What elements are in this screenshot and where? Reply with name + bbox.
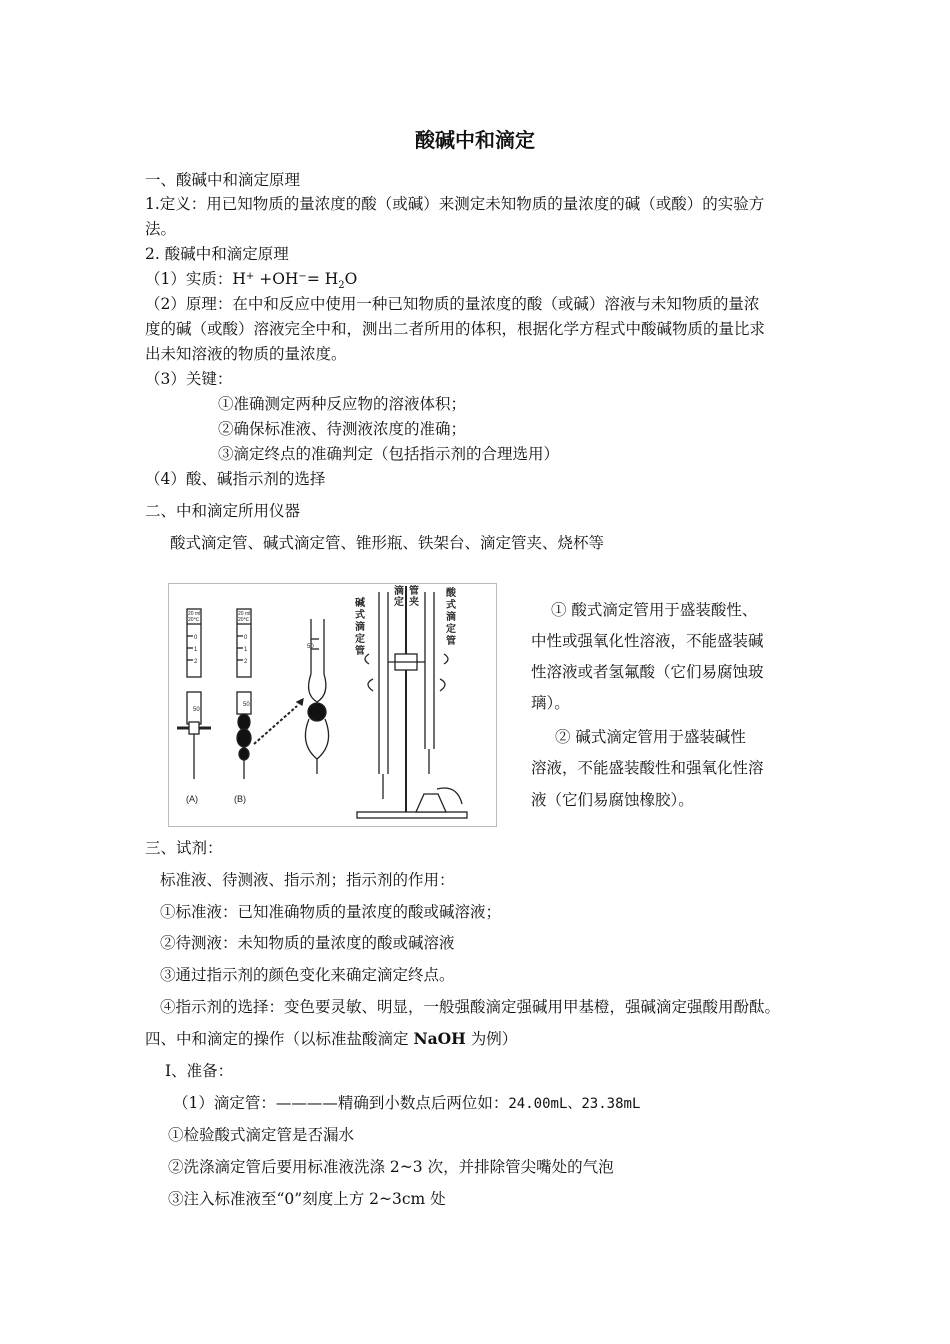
burette-a-tick-0: 0	[194, 635, 198, 641]
base-burette-drawing	[234, 609, 297, 804]
reagents-line-3: ②待测液：未知物质的量浓度的酸或碱溶液	[160, 934, 455, 952]
hydroxide-charge: −	[298, 271, 307, 282]
burette-precision-values: 24.00mL、23.38mL	[508, 1096, 641, 1112]
principle-line-1: （2）原理：在中和反应中使用一种已知物质的量浓度的酸（或碱）溶液与未知物质的量浓	[145, 295, 760, 313]
key-item-3: ③滴定终点的准确判定（包括指示剂的合理选用）	[218, 445, 560, 463]
essence-equation	[145, 269, 357, 292]
side-note-line-6: 溶液，不能盛装酸性和强氧化性溶	[531, 759, 764, 777]
label-clamp	[394, 584, 422, 608]
section-4-heading-naoh: NaOH	[413, 1029, 466, 1048]
principle-line-2: 度的碱（或酸）溶液完全中和，测出二者所用的体积，根据化学方程式中酸碱物质的量比求	[145, 320, 766, 338]
instruments-list: 酸式滴定管、碱式滴定管、锥形瓶、铁架台、滴定管夹、烧杯等	[170, 534, 605, 552]
key-heading: （3）关键：	[145, 370, 233, 388]
essence-mid: +OH	[254, 270, 299, 288]
side-note-line-7: 液（它们易腐蚀橡胶）。	[531, 791, 694, 809]
water-subscript: 2	[338, 280, 345, 291]
burette-a-tick-1: 1	[194, 647, 198, 653]
reagents-line-5: ④指示剂的选择：变色要灵敏、明显，一般强酸滴定强碱用甲基橙，强碱滴定强酸用酚酞。	[160, 998, 781, 1016]
label-base-char-3: 滴	[355, 622, 365, 633]
burette-b-temp-label: 20℃	[238, 617, 250, 623]
label-acid-char-5: 管	[446, 636, 456, 647]
reagents-line-2: ①标准液：已知准确物质的量浓度的酸或碱溶液；	[160, 903, 502, 921]
section-3-heading: 三、试剂：	[145, 839, 223, 857]
titration-stand-drawing	[355, 584, 467, 818]
definition-line-1: 1.定义：用已知物质的量浓度的酸（或碱）来测定未知物质的量浓度的碱（或酸）的实验方	[145, 195, 765, 213]
principle-subheading: 2. 酸碱中和滴定原理	[145, 245, 289, 263]
page-title: 酸碱中和滴定	[415, 128, 535, 152]
burette-precision-text: （1）滴定管：————精确到小数点后两位如：	[173, 1094, 509, 1112]
burette-b-tick-1: 1	[244, 647, 248, 653]
burette-precision-line	[173, 1093, 640, 1114]
preparation-heading: Ⅰ、准备：	[165, 1062, 234, 1080]
side-note-line-2: 中性或强氧化性溶液，不能盛装碱	[531, 632, 764, 650]
burette-a-tick-50: 50	[193, 707, 200, 713]
reagents-line-1: 标准液、待测液、指示剂；指示剂的作用：	[160, 871, 455, 889]
label-clamp-char-2: 定	[394, 597, 404, 608]
rubber-tube-detail-drawing	[297, 619, 329, 774]
burette-b-tick-2: 2	[244, 659, 248, 665]
indicator-heading: （4）酸、碱指示剂的选择	[145, 470, 326, 488]
detail-tick-50: 50	[307, 644, 314, 650]
burette-b-top-label: 20 ml	[238, 611, 251, 617]
section-4-heading-pre: 四、中和滴定的操作（以标准盐酸滴定	[145, 1030, 414, 1048]
burette-a-top-label: 20 ml	[188, 611, 201, 617]
section-4-heading	[145, 1029, 517, 1049]
label-base-char-5: 管	[355, 646, 365, 657]
apparatus-figure	[168, 583, 497, 827]
apparatus-diagram	[169, 584, 496, 826]
label-base-burette	[355, 596, 368, 657]
burette-b-tick-0: 0	[244, 635, 248, 641]
side-note-line-1: ① 酸式滴定管用于盛装酸性、	[551, 601, 758, 619]
key-item-1: ①准确测定两种反应物的溶液体积；	[218, 395, 467, 413]
section-1-heading: 一、酸碱中和滴定原理	[145, 171, 301, 189]
burette-a-tick-2: 2	[194, 659, 198, 665]
label-clamp-char-4: 夹	[409, 597, 419, 608]
essence-eq: = H	[306, 270, 339, 288]
prep-step-3: ③注入标准液至“0”刻度上方 2~3cm 处	[168, 1190, 446, 1208]
label-acid-burette	[446, 586, 459, 647]
essence-end: O	[344, 270, 358, 288]
label-clamp-char-1: 滴	[394, 586, 404, 597]
label-acid-char-1: 酸	[446, 588, 456, 599]
label-b: (B)	[234, 794, 246, 804]
label-base-char-4: 定	[355, 634, 365, 645]
reagents-line-4: ③通过指示剂的颜色变化来确定滴定终点。	[160, 966, 455, 984]
label-acid-char-3: 滴	[446, 612, 456, 623]
hydrogen-charge: +	[245, 271, 255, 282]
burette-a-temp-label: 20℃	[188, 617, 200, 623]
label-base-char-2: 式	[355, 610, 365, 621]
section-4-heading-post: 为例）	[465, 1030, 518, 1048]
essence-prefix: （1）实质：H	[145, 270, 246, 288]
label-a: (A)	[186, 794, 198, 804]
side-note-line-4: 璃）。	[531, 694, 570, 712]
acid-burette-drawing	[177, 609, 211, 804]
definition-line-2: 法。	[145, 220, 177, 238]
label-acid-char-4: 定	[446, 624, 456, 635]
label-base-char-1: 碱	[355, 598, 365, 609]
key-item-2: ②确保标准液、待测液浓度的准确；	[218, 420, 467, 438]
label-acid-char-2: 式	[446, 600, 456, 611]
label-clamp-char-3: 管	[409, 586, 419, 597]
principle-line-3: 出未知溶液的物质的量浓度。	[145, 345, 347, 363]
side-note-line-3: 性溶液或者氢氟酸（它们易腐蚀玻	[531, 663, 764, 681]
prep-step-1: ①检验酸式滴定管是否漏水	[168, 1126, 355, 1144]
burette-b-tick-50: 50	[243, 702, 250, 708]
section-2-heading: 二、中和滴定所用仪器	[145, 502, 301, 520]
prep-step-2: ②洗涤滴定管后要用标准液洗涤 2~3 次，并排除管尖嘴处的气泡	[168, 1158, 614, 1176]
side-note-line-5: ② 碱式滴定管用于盛装碱性	[555, 728, 746, 746]
